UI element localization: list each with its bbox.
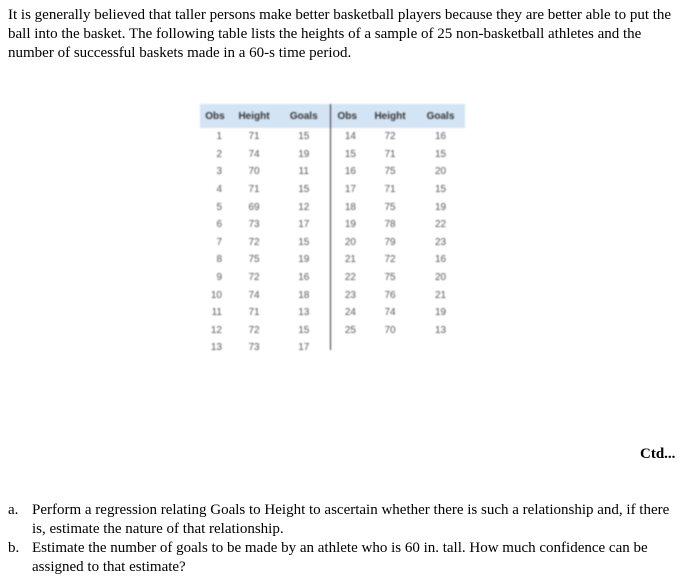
table-cell: 24: [330, 304, 364, 322]
table-cell: 16: [434, 131, 447, 143]
table-cell: 15: [330, 146, 364, 164]
table-row: [200, 286, 465, 304]
question-text: Estimate the number of goals to be made by an athlete who is 60 in. tall. How much confidence can be assigned to that estimate?: [32, 540, 648, 575]
table-cell: 15: [298, 184, 310, 196]
table-cell: 2: [216, 148, 222, 160]
question-text: Perform a regression relating Goals to Height to ascertain whether there is such a relationship and, if there is, estimate the nature of that relationship.: [32, 502, 670, 537]
header-obs: Obs: [200, 104, 230, 128]
table-cell: 78: [384, 219, 396, 231]
table-cell: 13: [434, 324, 447, 336]
table-cell: 15: [298, 324, 310, 336]
table-cell: 23: [434, 236, 447, 248]
table-cell: 17: [298, 342, 310, 350]
table-cell: 70: [384, 324, 396, 336]
table-cell: 5: [216, 201, 222, 213]
table-cell: 69: [248, 201, 260, 213]
table-cell: 12: [210, 324, 222, 336]
table-cell: 19: [298, 254, 310, 266]
table-cell: 13: [210, 342, 222, 350]
table-cell: 72: [248, 324, 260, 336]
header-goals: Goals: [278, 104, 330, 128]
table-cell: 76: [384, 289, 396, 301]
table-cell: 74: [384, 307, 396, 319]
table-row: [200, 269, 465, 287]
header-goals: Goals: [416, 104, 465, 128]
table-cell: 19: [434, 307, 447, 319]
table-cell: 72: [384, 254, 396, 266]
table-cell: 20: [434, 272, 447, 284]
table-cell: 3: [216, 166, 222, 178]
table-cell: 16: [298, 272, 310, 284]
question-a: [8, 501, 686, 539]
table-cell: 10: [210, 289, 222, 301]
table-cell: 72: [248, 272, 260, 284]
table-cell: 19: [434, 201, 447, 213]
table-cell: 23: [330, 286, 364, 304]
table-row: [200, 339, 465, 350]
table-cell: 22: [330, 269, 364, 287]
table-cell: 75: [384, 166, 396, 178]
table-cell: 22: [434, 219, 447, 231]
question-label: b.: [8, 540, 20, 556]
table-row: [200, 146, 465, 164]
header-height: Height: [364, 104, 416, 128]
table-cell: [364, 339, 416, 350]
header-obs: Obs: [330, 104, 364, 128]
table-cell: 73: [248, 219, 260, 231]
table-cell: 74: [248, 148, 260, 160]
table-cell: 11: [298, 166, 309, 178]
table-cell: 14: [330, 128, 364, 146]
question-label: a.: [8, 502, 19, 518]
table-cell: 17: [298, 219, 310, 231]
table-cell: 15: [434, 184, 447, 196]
table-cell: 8: [216, 254, 222, 266]
table-cell: 15: [298, 236, 310, 248]
table-cell: 75: [248, 254, 260, 266]
table-cell: 9: [216, 272, 222, 284]
table-cell: 21: [330, 251, 364, 269]
data-table: [200, 104, 465, 350]
table-cell: 19: [298, 148, 310, 160]
table-cell: 75: [384, 272, 396, 284]
table-cell: 18: [330, 198, 364, 216]
table-cell: 71: [384, 148, 396, 160]
table-row: [200, 234, 465, 252]
table-cell: [416, 339, 465, 350]
table-row: [200, 181, 465, 199]
table-cell: 71: [384, 184, 396, 196]
table-row: [200, 216, 465, 234]
table-cell: 19: [330, 216, 364, 234]
table-row: [200, 198, 465, 216]
table-cell: 71: [248, 184, 260, 196]
problem-intro: It is generally believed that taller persons make better basketball players because they are better able to put the ball into the basket. The following table lists the heights of a sample of 25 non-basketball athletes and the number of successful baskets made in a 60-s time period.: [8, 7, 672, 61]
table-cell: 18: [298, 289, 310, 301]
table-cell: 71: [248, 131, 260, 143]
table-cell: [330, 339, 364, 350]
table-cell: 12: [298, 201, 310, 213]
data-table-image: [200, 104, 465, 350]
table-cell: 1: [216, 131, 222, 143]
table-cell: 71: [248, 307, 260, 319]
table-cell: 20: [434, 166, 447, 178]
table-cell: 7: [216, 236, 222, 248]
table-cell: 75: [384, 201, 396, 213]
table-cell: 11: [211, 307, 222, 319]
table-row: [200, 163, 465, 181]
table-row: [200, 251, 465, 269]
table-cell: 25: [330, 322, 364, 340]
table-row: [200, 128, 465, 146]
table-cell: 16: [330, 163, 364, 181]
table-cell: 72: [248, 236, 260, 248]
table-cell: 74: [248, 289, 260, 301]
questions-list: [8, 501, 686, 577]
continued-label: Ctd...: [640, 446, 676, 462]
table-cell: 16: [434, 254, 447, 266]
table-row: [200, 322, 465, 340]
header-height: Height: [230, 104, 278, 128]
table-cell: 20: [330, 234, 364, 252]
table-row: [200, 304, 465, 322]
table-cell: 21: [434, 289, 447, 301]
table-header-row: [200, 104, 465, 128]
table-cell: 73: [248, 342, 260, 350]
table-cell: 13: [298, 307, 310, 319]
table-cell: 6: [216, 219, 222, 231]
table-cell: 15: [298, 131, 310, 143]
table-cell: 79: [384, 236, 396, 248]
question-b: [8, 539, 686, 577]
table-cell: 17: [330, 181, 364, 199]
table-cell: 70: [248, 166, 260, 178]
table-cell: 4: [216, 184, 222, 196]
table-cell: 72: [384, 131, 396, 143]
table-cell: 15: [434, 148, 447, 160]
